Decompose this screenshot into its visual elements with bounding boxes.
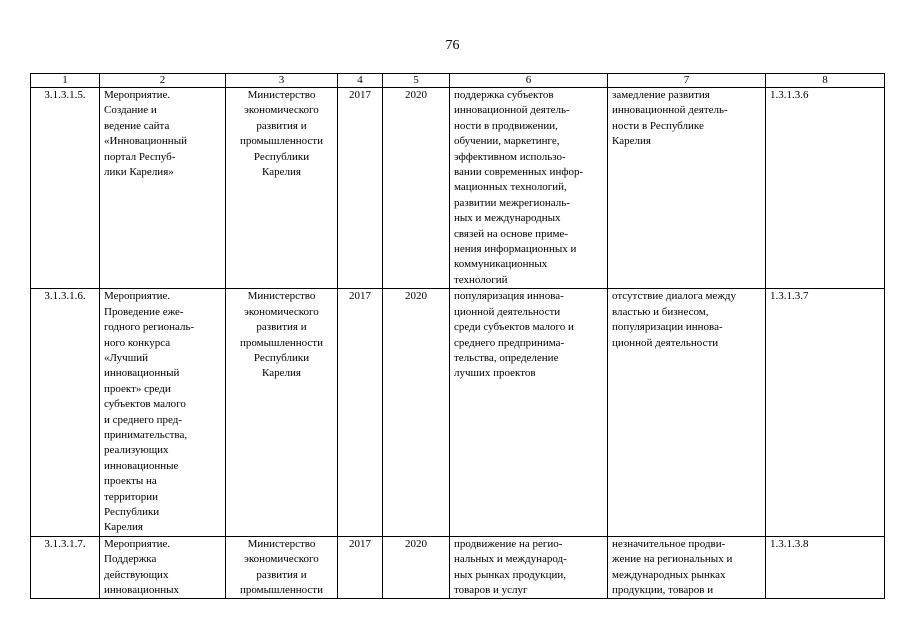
event-code-cell: 3.1.3.1.7. [31, 536, 100, 599]
page-number: 76 [445, 38, 460, 53]
column-header: 7 [608, 74, 766, 88]
column-header: 8 [766, 74, 885, 88]
event-code-cell: 3.1.3.1.5. [31, 88, 100, 289]
column-header: 2 [100, 74, 226, 88]
end-year-cell: 2020 [383, 289, 450, 537]
executor-cell: Министерство экономического развития и промышленности [226, 536, 338, 599]
consequences-cell: замедление развития инновационной деятель- ности в Республике Карелия [608, 88, 766, 289]
start-year-cell: 2017 [338, 88, 383, 289]
expected-result-cell: популяризация иннова- ционной деятельности среди субъектов малого и среднего предпринима- тельства, определение лучших проектов [450, 289, 608, 537]
column-header: 3 [226, 74, 338, 88]
executor-cell: Министерство экономического развития и промышленности Республики Карелия [226, 88, 338, 289]
expected-result-cell: продвижение на регио- нальных и международ- ных рынках продукции, товаров и услуг [450, 536, 608, 599]
end-year-cell: 2020 [383, 536, 450, 599]
indicator-link-cell: 1.3.1.3.6 [766, 88, 885, 289]
table-header-row [31, 74, 885, 88]
column-header: 6 [450, 74, 608, 88]
table-row [31, 536, 885, 599]
column-header: 4 [338, 74, 383, 88]
column-header: 1 [31, 74, 100, 88]
consequences-cell: отсутствие диалога между властью и бизнесом, популяризации иннова- ционной деятельности [608, 289, 766, 537]
end-year-cell: 2020 [383, 88, 450, 289]
column-header: 5 [383, 74, 450, 88]
event-name-cell: Мероприятие. Поддержка действующих инновационных [100, 536, 226, 599]
indicator-link-cell: 1.3.1.3.8 [766, 536, 885, 599]
event-name-cell: Мероприятие. Проведение еже- годного региональ- ного конкурса «Лучший инновационный проект» среди субъектов малого и среднего пред- принимательства, реализующих инновационные проекты на территории Республики Карелия [100, 289, 226, 537]
table-row [31, 289, 885, 537]
event-name-cell: Мероприятие. Создание и ведение сайта «Инновационный портал Респуб- лики Карелия» [100, 88, 226, 289]
executor-cell: Министерство экономического развития и промышленности Республики Карелия [226, 289, 338, 537]
consequences-cell: незначительное продви- жение на региональных и международных рынках продукции, товаров и [608, 536, 766, 599]
table-row [31, 88, 885, 289]
program-events-table [30, 73, 885, 599]
start-year-cell: 2017 [338, 536, 383, 599]
start-year-cell: 2017 [338, 289, 383, 537]
expected-result-cell: поддержка субъектов инновационной деятель- ности в продвижении, обучении, маркетинге, эффективном использо- вании современных инфор- мационных технологий, развитии межрегиональ- ных и международных связей на основе приме- нения информационных и коммуникационных технологий [450, 88, 608, 289]
indicator-link-cell: 1.3.1.3.7 [766, 289, 885, 537]
event-code-cell: 3.1.3.1.6. [31, 289, 100, 537]
